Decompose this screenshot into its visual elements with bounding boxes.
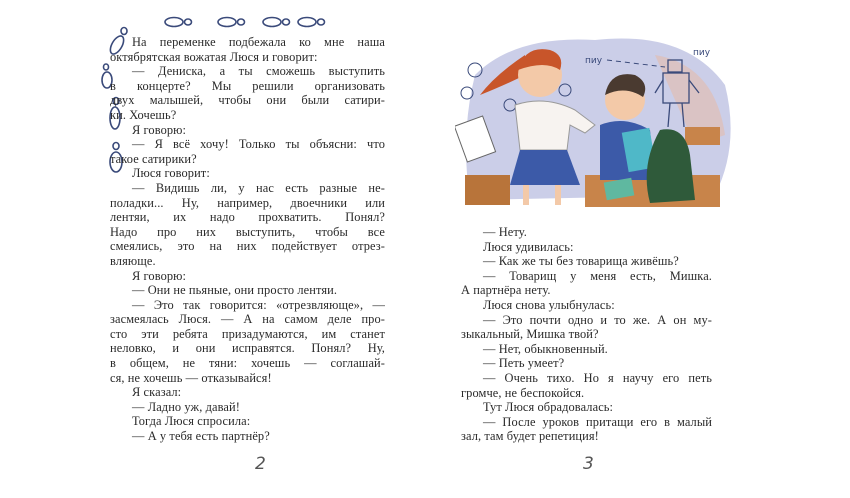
text-line: Я говорю: [132, 122, 187, 137]
text-line: в концерте? Мы решили организовать [110, 78, 385, 93]
left-page-text [110, 35, 385, 444]
text-line: А партнёра нету. [461, 283, 551, 298]
text-line: Люся снова улыбнулась: [483, 297, 615, 312]
text-line: — Нет, обыкновенный. [483, 341, 608, 356]
text-line: такое сатирики? [110, 151, 197, 166]
text-line: Тут Люся обрадовалась: [483, 400, 614, 415]
text-line: — Они не пьяные, они просто лентяи. [132, 283, 338, 298]
text-line: — Видишь ли, у нас есть разные не- [132, 180, 385, 195]
right-page-text [461, 225, 712, 444]
text-line: зыкальный, Мишка твой? [461, 327, 599, 342]
text-line: — Как же ты без товарища живёшь? [483, 254, 679, 269]
text-line: лентяи, их надо прохватить. Понял? [110, 210, 385, 225]
text-line: громче, не беспокойся. [461, 385, 585, 400]
text-line: засмеялась Люся. — А на самом деле про- [110, 312, 385, 327]
text-line: двух малышей, чтобы они были сатири- [110, 93, 385, 108]
text-line: — Дениска, а ты сможешь выступить [132, 64, 385, 79]
text-line: — Очень тихо. Но я научу его петь [483, 370, 712, 385]
text-line: Тогда Люся спросила: [132, 414, 251, 429]
text-line: Люся удивилась: [483, 239, 574, 254]
text-line: На переменке подбежала ко мне наша [132, 35, 385, 49]
text-line: — Это почти одно и то же. А он му- [483, 312, 712, 327]
text-line: зал, там будет репетиция! [461, 429, 599, 444]
text-line: — Это так говорится: «отрезвляюще», — [132, 297, 385, 312]
illustration-girl-and-boy [455, 15, 745, 215]
text-line: — А у тебя есть партнёр? [132, 429, 270, 444]
text-line: ся, не хочешь — отказывайся! [110, 370, 272, 385]
page-number: 2 [255, 454, 266, 474]
text-line: Я говорю: [132, 268, 187, 283]
footprint-top-row [165, 18, 325, 27]
text-line: — После уроков притащи его в малый [483, 414, 712, 429]
illustration-label: пиу [693, 48, 711, 58]
text-line: Люся говорит: [132, 166, 210, 181]
text-line: ки. Хочешь? [110, 107, 177, 122]
text-line: — Товарищ у меня есть, Мишка. [483, 268, 712, 283]
text-line: смеялись, это на них подействует отрез- [110, 239, 385, 254]
text-line: — Петь умеет? [483, 356, 565, 371]
text-line: поладки... Ну, например, двоечники или [110, 195, 385, 210]
text-line: Надо про них выступить, чтобы все [110, 224, 385, 239]
text-line: сто эти ребята призадумаются, им станет [110, 326, 385, 341]
text-line: Я сказал: [132, 385, 182, 400]
text-line: — Ладно уж, давай! [132, 399, 240, 414]
text-line: октябрятская вожатая Люся и говорит: [110, 49, 318, 64]
text-line: вляюще. [110, 253, 156, 268]
illustration-label: пиу [585, 56, 603, 66]
right-page [425, 0, 850, 498]
text-line: в общем, не тяни: хочешь — соглашай- [110, 356, 385, 371]
page-number: 3 [583, 454, 594, 474]
text-line: неловко, и они исправятся. Понял? Ну, [110, 341, 385, 356]
text-line: — Нету. [483, 225, 527, 239]
text-line: — Я всё хочу! Только ты объясни: что [132, 137, 385, 152]
